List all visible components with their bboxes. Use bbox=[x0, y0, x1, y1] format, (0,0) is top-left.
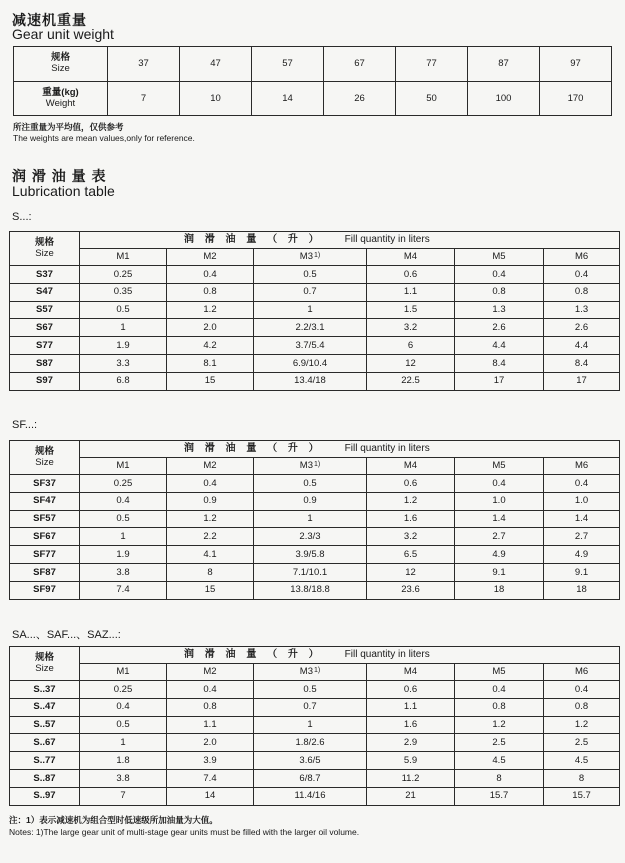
fill-quantity-cell: 15 bbox=[167, 581, 254, 599]
mounting-position-label: M4 bbox=[403, 460, 418, 472]
mounting-position-row bbox=[10, 664, 620, 681]
fill-quantity-cell: 0.4 bbox=[455, 681, 544, 699]
mounting-position-header bbox=[167, 249, 254, 266]
fill-quantity-cell: 8 bbox=[167, 563, 254, 581]
weight-note-cn: 所注重量为平均值，仅供参考 bbox=[13, 122, 124, 132]
gear-weight-title-en: Gear unit weight bbox=[12, 26, 114, 42]
gear-weight-title-cn: 减速机重量 bbox=[12, 12, 87, 28]
mounting-position-label: M4 bbox=[403, 251, 418, 263]
fill-quantity-cell: 4.4 bbox=[455, 337, 544, 355]
fill-quantity-cell: 1.8 bbox=[80, 752, 167, 770]
fill-quantity-cell: 4.5 bbox=[544, 752, 620, 770]
fill-quantity-cell: 0.7 bbox=[254, 698, 367, 716]
fill-quantity-cell: 0.6 bbox=[367, 681, 455, 699]
size-label-cn: 规格 bbox=[34, 236, 54, 248]
fill-quantity-cell: 0.8 bbox=[455, 698, 544, 716]
fill-quantity-cell: 13.4/18 bbox=[254, 372, 367, 390]
fill-quantity-cell: 1.2 bbox=[167, 510, 254, 528]
table-row bbox=[10, 546, 620, 564]
gear-weight-size-row bbox=[14, 47, 612, 82]
size-label-en: Size bbox=[51, 63, 70, 74]
fill-quantity-cell: 0.8 bbox=[544, 698, 620, 716]
fill-quantity-cell: 11.2 bbox=[367, 769, 455, 787]
row-size-cell: SF37 bbox=[10, 475, 80, 493]
mounting-position-header bbox=[455, 664, 544, 681]
row-size-cell: S97 bbox=[10, 372, 80, 390]
fill-quantity-cell: 12 bbox=[367, 563, 455, 581]
fill-quantity-cell: 0.4 bbox=[544, 681, 620, 699]
lubrication-table bbox=[9, 646, 620, 806]
mounting-position-header bbox=[80, 664, 167, 681]
mounting-position-header bbox=[80, 458, 167, 475]
mounting-position-header bbox=[455, 249, 544, 266]
fill-quantity-cell: 3.9/5.8 bbox=[254, 546, 367, 564]
fill-quantity-header bbox=[80, 441, 620, 458]
weight-cell: 7 bbox=[108, 82, 180, 116]
weight-header-cell bbox=[14, 82, 108, 116]
size-label-cn: 规格 bbox=[34, 445, 54, 457]
fill-quantity-cell: 0.4 bbox=[167, 475, 254, 493]
table-row bbox=[10, 698, 620, 716]
fill-quantity-cell: 1 bbox=[254, 301, 367, 319]
fill-quantity-cell: 0.4 bbox=[544, 475, 620, 493]
size-cell: 77 bbox=[396, 47, 468, 82]
fill-quantity-cell: 0.4 bbox=[455, 266, 544, 284]
fill-quantity-cell: 1.2 bbox=[167, 301, 254, 319]
fill-quantity-cell: 1.9 bbox=[80, 337, 167, 355]
size-cell: 37 bbox=[108, 47, 180, 82]
mounting-position-header bbox=[254, 249, 367, 266]
size-cell: 87 bbox=[468, 47, 540, 82]
row-size-cell: SF77 bbox=[10, 546, 80, 564]
fill-quantity-cell: 8.1 bbox=[167, 354, 254, 372]
weight-label-en: Weight bbox=[45, 97, 76, 109]
weight-label-cn: 重量(kg) bbox=[42, 86, 79, 98]
series-label: SF...: bbox=[12, 419, 38, 431]
fill-quantity-cell: 1.2 bbox=[544, 716, 620, 734]
fill-quantity-cell: 1.1 bbox=[167, 716, 254, 734]
m3-footnote-mark: 1) bbox=[313, 667, 321, 675]
table-row bbox=[10, 301, 620, 319]
table-header-row bbox=[10, 441, 620, 458]
fill-quantity-cell: 0.8 bbox=[544, 283, 620, 301]
mounting-position-label: M1 bbox=[116, 251, 130, 263]
row-size-cell: S..77 bbox=[10, 752, 80, 770]
fill-quantity-cell: 6/8.7 bbox=[254, 769, 367, 787]
fill-quantity-cell: 0.9 bbox=[254, 492, 367, 510]
row-size-cell: S87 bbox=[10, 354, 80, 372]
size-cell: 67 bbox=[324, 47, 396, 82]
mounting-position-label: M3 bbox=[299, 251, 313, 263]
mounting-position-label: M4 bbox=[403, 666, 418, 678]
size-cell: 47 bbox=[180, 47, 252, 82]
fill-quantity-header bbox=[80, 232, 620, 249]
fill-quantity-cell: 6 bbox=[367, 337, 455, 355]
size-label-en: Size bbox=[35, 247, 54, 259]
footnote-cn: 注：1）表示减速机为组合型时低速级所加油量为大值。 bbox=[9, 815, 218, 825]
fill-quantity-cell: 1 bbox=[80, 734, 167, 752]
mounting-position-header bbox=[167, 664, 254, 681]
table-row bbox=[10, 475, 620, 493]
row-size-cell: SF97 bbox=[10, 581, 80, 599]
fill-quantity-cell: 3.3 bbox=[80, 354, 167, 372]
fill-quantity-cell: 3.2 bbox=[367, 528, 455, 546]
fill-quantity-cell: 0.8 bbox=[167, 283, 254, 301]
fill-quantity-cell: 4.9 bbox=[455, 546, 544, 564]
gear-weight-weight-row bbox=[14, 82, 612, 116]
fill-quantity-cell: 1.1 bbox=[367, 283, 455, 301]
size-label-en: Size bbox=[35, 456, 54, 468]
fill-quantity-cell: 3.9 bbox=[167, 752, 254, 770]
fill-quantity-cell: 0.9 bbox=[167, 492, 254, 510]
fill-quantity-label-en: Fill quantity in liters bbox=[344, 234, 430, 245]
size-header-cell bbox=[10, 647, 80, 681]
mounting-position-header bbox=[544, 249, 620, 266]
fill-quantity-cell: 0.25 bbox=[80, 681, 167, 699]
fill-quantity-cell: 1.2 bbox=[367, 492, 455, 510]
fill-quantity-header bbox=[80, 647, 620, 664]
table-row bbox=[10, 510, 620, 528]
fill-quantity-cell: 22.5 bbox=[367, 372, 455, 390]
fill-quantity-cell: 1.2 bbox=[455, 716, 544, 734]
fill-quantity-cell: 6.9/10.4 bbox=[254, 354, 367, 372]
mounting-position-row bbox=[10, 458, 620, 475]
fill-quantity-cell: 15.7 bbox=[544, 787, 620, 805]
size-label-cn: 规格 bbox=[34, 651, 54, 663]
size-label-cn: 规格 bbox=[50, 52, 70, 64]
mounting-position-header bbox=[80, 249, 167, 266]
mounting-position-label: M5 bbox=[492, 251, 506, 263]
mounting-position-label: M2 bbox=[203, 251, 217, 263]
fill-quantity-cell: 23.6 bbox=[367, 581, 455, 599]
fill-quantity-cell: 0.4 bbox=[167, 266, 254, 284]
fill-quantity-cell: 14 bbox=[167, 787, 254, 805]
mounting-position-header bbox=[544, 664, 620, 681]
fill-quantity-cell: 15 bbox=[167, 372, 254, 390]
row-size-cell: S..67 bbox=[10, 734, 80, 752]
fill-quantity-label-en: Fill quantity in liters bbox=[344, 649, 430, 660]
gear-weight-table bbox=[13, 46, 612, 116]
fill-quantity-cell: 2.6 bbox=[544, 319, 620, 337]
table-header-row bbox=[10, 232, 620, 249]
mounting-position-header bbox=[455, 458, 544, 475]
lubrication-title-en: Lubrication table bbox=[12, 183, 115, 199]
fill-quantity-cell: 1.5 bbox=[367, 301, 455, 319]
mounting-position-row bbox=[10, 249, 620, 266]
m3-footnote-mark: 1) bbox=[313, 461, 321, 469]
row-size-cell: S37 bbox=[10, 266, 80, 284]
table-row bbox=[10, 266, 620, 284]
fill-quantity-cell: 17 bbox=[455, 372, 544, 390]
row-size-cell: S..57 bbox=[10, 716, 80, 734]
fill-quantity-cell: 0.5 bbox=[254, 475, 367, 493]
fill-quantity-label-cn: 润 滑 油 量 （ 升 ） bbox=[184, 649, 323, 660]
fill-quantity-cell: 4.2 bbox=[167, 337, 254, 355]
fill-quantity-cell: 9.1 bbox=[544, 563, 620, 581]
table-row bbox=[10, 681, 620, 699]
fill-quantity-cell: 0.4 bbox=[455, 475, 544, 493]
row-size-cell: SF47 bbox=[10, 492, 80, 510]
fill-quantity-cell: 6.5 bbox=[367, 546, 455, 564]
fill-quantity-cell: 3.7/5.4 bbox=[254, 337, 367, 355]
row-size-cell: S67 bbox=[10, 319, 80, 337]
size-cell: 57 bbox=[252, 47, 324, 82]
lubrication-table bbox=[9, 440, 620, 600]
fill-quantity-cell: 3.2 bbox=[367, 319, 455, 337]
fill-quantity-label-cn: 润 滑 油 量 （ 升 ） bbox=[184, 234, 323, 245]
mounting-position-label: M2 bbox=[203, 460, 217, 472]
fill-quantity-cell: 2.9 bbox=[367, 734, 455, 752]
table-row bbox=[10, 752, 620, 770]
row-size-cell: S..47 bbox=[10, 698, 80, 716]
fill-quantity-cell: 2.6 bbox=[455, 319, 544, 337]
row-size-cell: S..97 bbox=[10, 787, 80, 805]
table-row bbox=[10, 581, 620, 599]
fill-quantity-cell: 1.6 bbox=[367, 510, 455, 528]
fill-quantity-cell: 11.4/16 bbox=[254, 787, 367, 805]
mounting-position-label: M2 bbox=[203, 666, 217, 678]
fill-quantity-cell: 0.4 bbox=[544, 266, 620, 284]
fill-quantity-cell: 0.35 bbox=[80, 283, 167, 301]
mounting-position-header bbox=[367, 458, 455, 475]
row-size-cell: S..37 bbox=[10, 681, 80, 699]
mounting-position-header bbox=[367, 664, 455, 681]
mounting-position-label: M3 bbox=[299, 460, 313, 472]
mounting-position-label: M1 bbox=[116, 666, 130, 678]
mounting-position-header bbox=[167, 458, 254, 475]
weight-cell: 50 bbox=[396, 82, 468, 116]
table-row bbox=[10, 528, 620, 546]
fill-quantity-cell: 8 bbox=[455, 769, 544, 787]
fill-quantity-cell: 2.0 bbox=[167, 734, 254, 752]
fill-quantity-cell: 1.0 bbox=[544, 492, 620, 510]
table-row bbox=[10, 337, 620, 355]
fill-quantity-cell: 2.5 bbox=[455, 734, 544, 752]
fill-quantity-cell: 3.6/5 bbox=[254, 752, 367, 770]
fill-quantity-cell: 2.5 bbox=[544, 734, 620, 752]
fill-quantity-cell: 13.8/18.8 bbox=[254, 581, 367, 599]
mounting-position-label: M5 bbox=[492, 460, 506, 472]
mounting-position-header bbox=[254, 664, 367, 681]
size-label-en: Size bbox=[35, 662, 54, 674]
fill-quantity-cell: 8.4 bbox=[455, 354, 544, 372]
fill-quantity-cell: 0.4 bbox=[80, 492, 167, 510]
fill-quantity-cell: 1.4 bbox=[544, 510, 620, 528]
fill-quantity-cell: 0.25 bbox=[80, 266, 167, 284]
fill-quantity-cell: 0.8 bbox=[167, 698, 254, 716]
row-size-cell: S47 bbox=[10, 283, 80, 301]
fill-quantity-cell: 1.9 bbox=[80, 546, 167, 564]
mounting-position-header bbox=[367, 249, 455, 266]
mounting-position-label: M5 bbox=[492, 666, 506, 678]
lubrication-title-cn: 润 滑 油 量 表 bbox=[12, 168, 107, 184]
fill-quantity-cell: 8.4 bbox=[544, 354, 620, 372]
size-header-cell bbox=[10, 441, 80, 475]
fill-quantity-cell: 21 bbox=[367, 787, 455, 805]
series-label: SA...、SAF...、SAZ...: bbox=[12, 629, 121, 641]
table-row bbox=[10, 319, 620, 337]
fill-quantity-cell: 2.2 bbox=[167, 528, 254, 546]
size-cell: 97 bbox=[540, 47, 612, 82]
table-row bbox=[10, 563, 620, 581]
fill-quantity-cell: 1.6 bbox=[367, 716, 455, 734]
row-size-cell: SF57 bbox=[10, 510, 80, 528]
fill-quantity-cell: 3.8 bbox=[80, 769, 167, 787]
size-header-cell bbox=[10, 232, 80, 266]
fill-quantity-cell: 2.7 bbox=[544, 528, 620, 546]
fill-quantity-cell: 0.6 bbox=[367, 266, 455, 284]
mounting-position-label: M1 bbox=[116, 460, 130, 472]
footnote-en: Notes: 1)The large gear unit of multi-stage gear units must be filled with the larger oil volume. bbox=[9, 827, 360, 837]
size-header-cell bbox=[14, 47, 108, 82]
row-size-cell: SF67 bbox=[10, 528, 80, 546]
fill-quantity-cell: 2.3/3 bbox=[254, 528, 367, 546]
weight-cell: 26 bbox=[324, 82, 396, 116]
fill-quantity-cell: 4.5 bbox=[455, 752, 544, 770]
fill-quantity-cell: 6.8 bbox=[80, 372, 167, 390]
fill-quantity-cell: 0.5 bbox=[254, 681, 367, 699]
weight-cell: 100 bbox=[468, 82, 540, 116]
fill-quantity-cell: 0.6 bbox=[367, 475, 455, 493]
table-row bbox=[10, 283, 620, 301]
row-size-cell: SF87 bbox=[10, 563, 80, 581]
fill-quantity-cell: 4.1 bbox=[167, 546, 254, 564]
mounting-position-label: M6 bbox=[574, 460, 589, 472]
fill-quantity-cell: 1.3 bbox=[455, 301, 544, 319]
table-row bbox=[10, 787, 620, 805]
mounting-position-label: M6 bbox=[574, 251, 589, 263]
fill-quantity-cell: 9.1 bbox=[455, 563, 544, 581]
fill-quantity-cell: 15.7 bbox=[455, 787, 544, 805]
fill-quantity-cell: 2.0 bbox=[167, 319, 254, 337]
mounting-position-header bbox=[544, 458, 620, 475]
fill-quantity-cell: 5.9 bbox=[367, 752, 455, 770]
weight-cell: 10 bbox=[180, 82, 252, 116]
mounting-position-label: M6 bbox=[574, 666, 589, 678]
fill-quantity-label-en: Fill quantity in liters bbox=[344, 443, 430, 454]
row-size-cell: S..87 bbox=[10, 769, 80, 787]
fill-quantity-cell: 7.1/10.1 bbox=[254, 563, 367, 581]
series-label: S...: bbox=[12, 211, 32, 223]
fill-quantity-cell: 7.4 bbox=[167, 769, 254, 787]
fill-quantity-cell: 1.0 bbox=[455, 492, 544, 510]
fill-quantity-cell: 1 bbox=[254, 510, 367, 528]
fill-quantity-cell: 0.5 bbox=[80, 716, 167, 734]
m3-footnote-mark: 1) bbox=[313, 252, 321, 260]
mounting-position-header bbox=[254, 458, 367, 475]
fill-quantity-cell: 1 bbox=[254, 716, 367, 734]
table-header-row bbox=[10, 647, 620, 664]
fill-quantity-cell: 1 bbox=[80, 528, 167, 546]
lubrication-table bbox=[9, 231, 620, 391]
fill-quantity-cell: 4.4 bbox=[544, 337, 620, 355]
fill-quantity-cell: 1.8/2.6 bbox=[254, 734, 367, 752]
table-row bbox=[10, 354, 620, 372]
table-row bbox=[10, 769, 620, 787]
weight-cell: 170 bbox=[540, 82, 612, 116]
weight-cell: 14 bbox=[252, 82, 324, 116]
table-row bbox=[10, 716, 620, 734]
fill-quantity-cell: 0.5 bbox=[254, 266, 367, 284]
fill-quantity-cell: 3.8 bbox=[80, 563, 167, 581]
fill-quantity-cell: 18 bbox=[544, 581, 620, 599]
fill-quantity-label-cn: 润 滑 油 量 （ 升 ） bbox=[184, 443, 323, 454]
fill-quantity-cell: 12 bbox=[367, 354, 455, 372]
fill-quantity-cell: 0.25 bbox=[80, 475, 167, 493]
fill-quantity-cell: 0.5 bbox=[80, 301, 167, 319]
fill-quantity-cell: 7.4 bbox=[80, 581, 167, 599]
fill-quantity-cell: 0.4 bbox=[167, 681, 254, 699]
table-row bbox=[10, 372, 620, 390]
fill-quantity-cell: 18 bbox=[455, 581, 544, 599]
fill-quantity-cell: 0.4 bbox=[80, 698, 167, 716]
fill-quantity-cell: 1.3 bbox=[544, 301, 620, 319]
row-size-cell: S57 bbox=[10, 301, 80, 319]
fill-quantity-cell: 2.7 bbox=[455, 528, 544, 546]
fill-quantity-cell: 4.9 bbox=[544, 546, 620, 564]
fill-quantity-cell: 1.1 bbox=[367, 698, 455, 716]
fill-quantity-cell: 2.2/3.1 bbox=[254, 319, 367, 337]
fill-quantity-cell: 0.5 bbox=[80, 510, 167, 528]
weight-note-en: The weights are mean values,only for reference. bbox=[13, 133, 195, 143]
fill-quantity-cell: 0.8 bbox=[455, 283, 544, 301]
fill-quantity-cell: 17 bbox=[544, 372, 620, 390]
table-row bbox=[10, 492, 620, 510]
fill-quantity-cell: 8 bbox=[544, 769, 620, 787]
fill-quantity-cell: 1.4 bbox=[455, 510, 544, 528]
fill-quantity-cell: 0.7 bbox=[254, 283, 367, 301]
mounting-position-label: M3 bbox=[299, 666, 313, 678]
table-row bbox=[10, 734, 620, 752]
fill-quantity-cell: 1 bbox=[80, 319, 167, 337]
row-size-cell: S77 bbox=[10, 337, 80, 355]
fill-quantity-cell: 7 bbox=[80, 787, 167, 805]
